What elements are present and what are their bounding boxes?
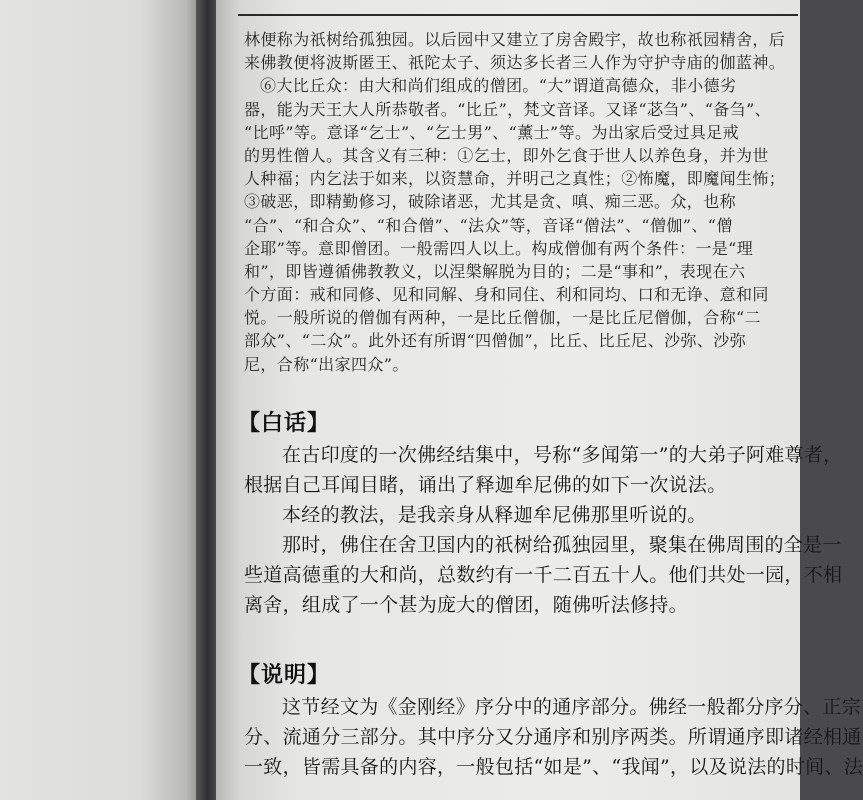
note-line: 器，能为天王大人所恭敬者。“比丘”，梵文音译。又译“苾刍”、“备刍”、 [244, 99, 772, 119]
paragraph-line: 一致，皆需具备的内容，一般包括“如是”、“我闻”，以及说法的时间、法 [244, 755, 863, 778]
note-line: “比呼”等。意译“乞士”、“乞士男”、“薰士”等。为出家后受过具足戒 [244, 122, 740, 142]
baihua-block [244, 440, 843, 620]
paragraph-line: 本经的教法，是我亲身从释迦牟尼佛那里听说的。 [282, 503, 707, 526]
left-line [0, 542, 184, 570]
left-line [0, 457, 184, 485]
left-line [0, 117, 184, 145]
header-rule [238, 14, 798, 16]
left-line [0, 428, 184, 456]
paragraph-line: 离舍，组成了一个甚为庞大的僧团，随佛听法修持。 [244, 593, 688, 616]
left-line [0, 145, 184, 173]
note-line: 林便称为祇树给孤独园。以后园中又建立了房舍殿宇，故也称祇园精舍，后 [244, 30, 786, 49]
note-line: ③破恶，即精勤修习，破除诸恶，尤其是贪、嗔、痴三恶。众，也称 [244, 192, 737, 212]
note-line: ⑥大比丘众：由大和尚们组成的僧团。“大”谓道高德众，非小德劣 [260, 76, 737, 96]
section-heading-shuoming: 【说明】 [238, 662, 331, 688]
left-line [0, 89, 184, 117]
left-line [0, 32, 184, 60]
page-content [238, 28, 863, 782]
note-line: 部众”、“二众”。此外还有所谓“四僧伽”，比丘、比丘尼、沙弥、沙弥 [244, 331, 747, 351]
section-heading-baihua: 【白话】 [238, 410, 331, 436]
left-line [0, 711, 184, 739]
left-line [0, 287, 184, 315]
note-line: 来佛教便将波斯匿王、祇陀太子、须达多长者三人作为守护寺庙的伽蓝神。 [244, 53, 786, 73]
paragraph-line: 根据自己耳闻目睹，诵出了释迦牟尼佛的如下一次说法。 [244, 473, 727, 496]
left-line [0, 740, 184, 768]
left-line [0, 174, 184, 202]
shuoming-block [244, 692, 863, 782]
left-line [0, 598, 184, 626]
left-line [0, 372, 184, 400]
left-line [0, 4, 184, 32]
note-line: 的男性僧人。其含义有三种：①乞士，即外乞食于世人以养色身，并为世 [244, 145, 769, 165]
left-line [0, 485, 184, 513]
left-line [0, 627, 184, 655]
paragraph-line: 些道高德重的大和尚，总数约有一千二百五十人。他们共处一园，不相 [244, 563, 843, 586]
left-line [0, 259, 184, 287]
note-line: 企耶”等。意即僧团。一般需四人以上。构成僧伽有两个条件：一是“理 [244, 238, 754, 258]
left-line [0, 61, 184, 89]
left-line [0, 202, 184, 230]
left-line [0, 683, 184, 711]
left-line [0, 655, 184, 683]
note-line: 悦。一般所说的僧伽有两种，一是比丘僧伽，一是比丘尼僧伽，合称“二 [244, 308, 761, 328]
paragraph-line: 那时，佛住在舍卫国内的祇树给孤独园里，聚集在佛周围的全是一 [282, 533, 842, 556]
note-line: 人种福；内乞法于如来，以资慧命，并明己之真性；②怖魔，即魔闻生怖； [244, 169, 786, 189]
paragraph-line: 分、流通分三部分。其中序分又分通序和别序两类。所谓通序即诸经相通 [244, 725, 862, 748]
note-line: “合”、“和合众”、“和合僧”、“法众”等，音译“僧法”、“僧伽”、“僧 [244, 215, 733, 235]
paragraph-line: 这节经文为《金刚经》序分中的通序部分。佛经一般都分序分、正宗 [282, 695, 862, 718]
left-line [0, 513, 184, 541]
left-line [0, 570, 184, 598]
note-line: 个方面：戒和同修、见和同解、身和同住、利和同均、口和无诤、意和同 [244, 285, 769, 305]
left-line [0, 315, 184, 343]
notes-block [244, 28, 792, 376]
left-line [0, 400, 184, 428]
note-line: 尼，合称“出家四众”。 [244, 354, 409, 374]
right-page [216, 0, 863, 800]
left-page-text [0, 4, 184, 768]
paragraph-line: 在古印度的一次佛经结集中，号称“多闻第一”的大弟子阿难尊者， [282, 443, 843, 466]
note-line: 和”，即皆遵循佛教教义，以涅槃解脱为目的；二是“事和”，表现在六 [244, 261, 746, 281]
left-page [0, 0, 200, 800]
left-line [0, 230, 184, 258]
left-line [0, 344, 184, 372]
